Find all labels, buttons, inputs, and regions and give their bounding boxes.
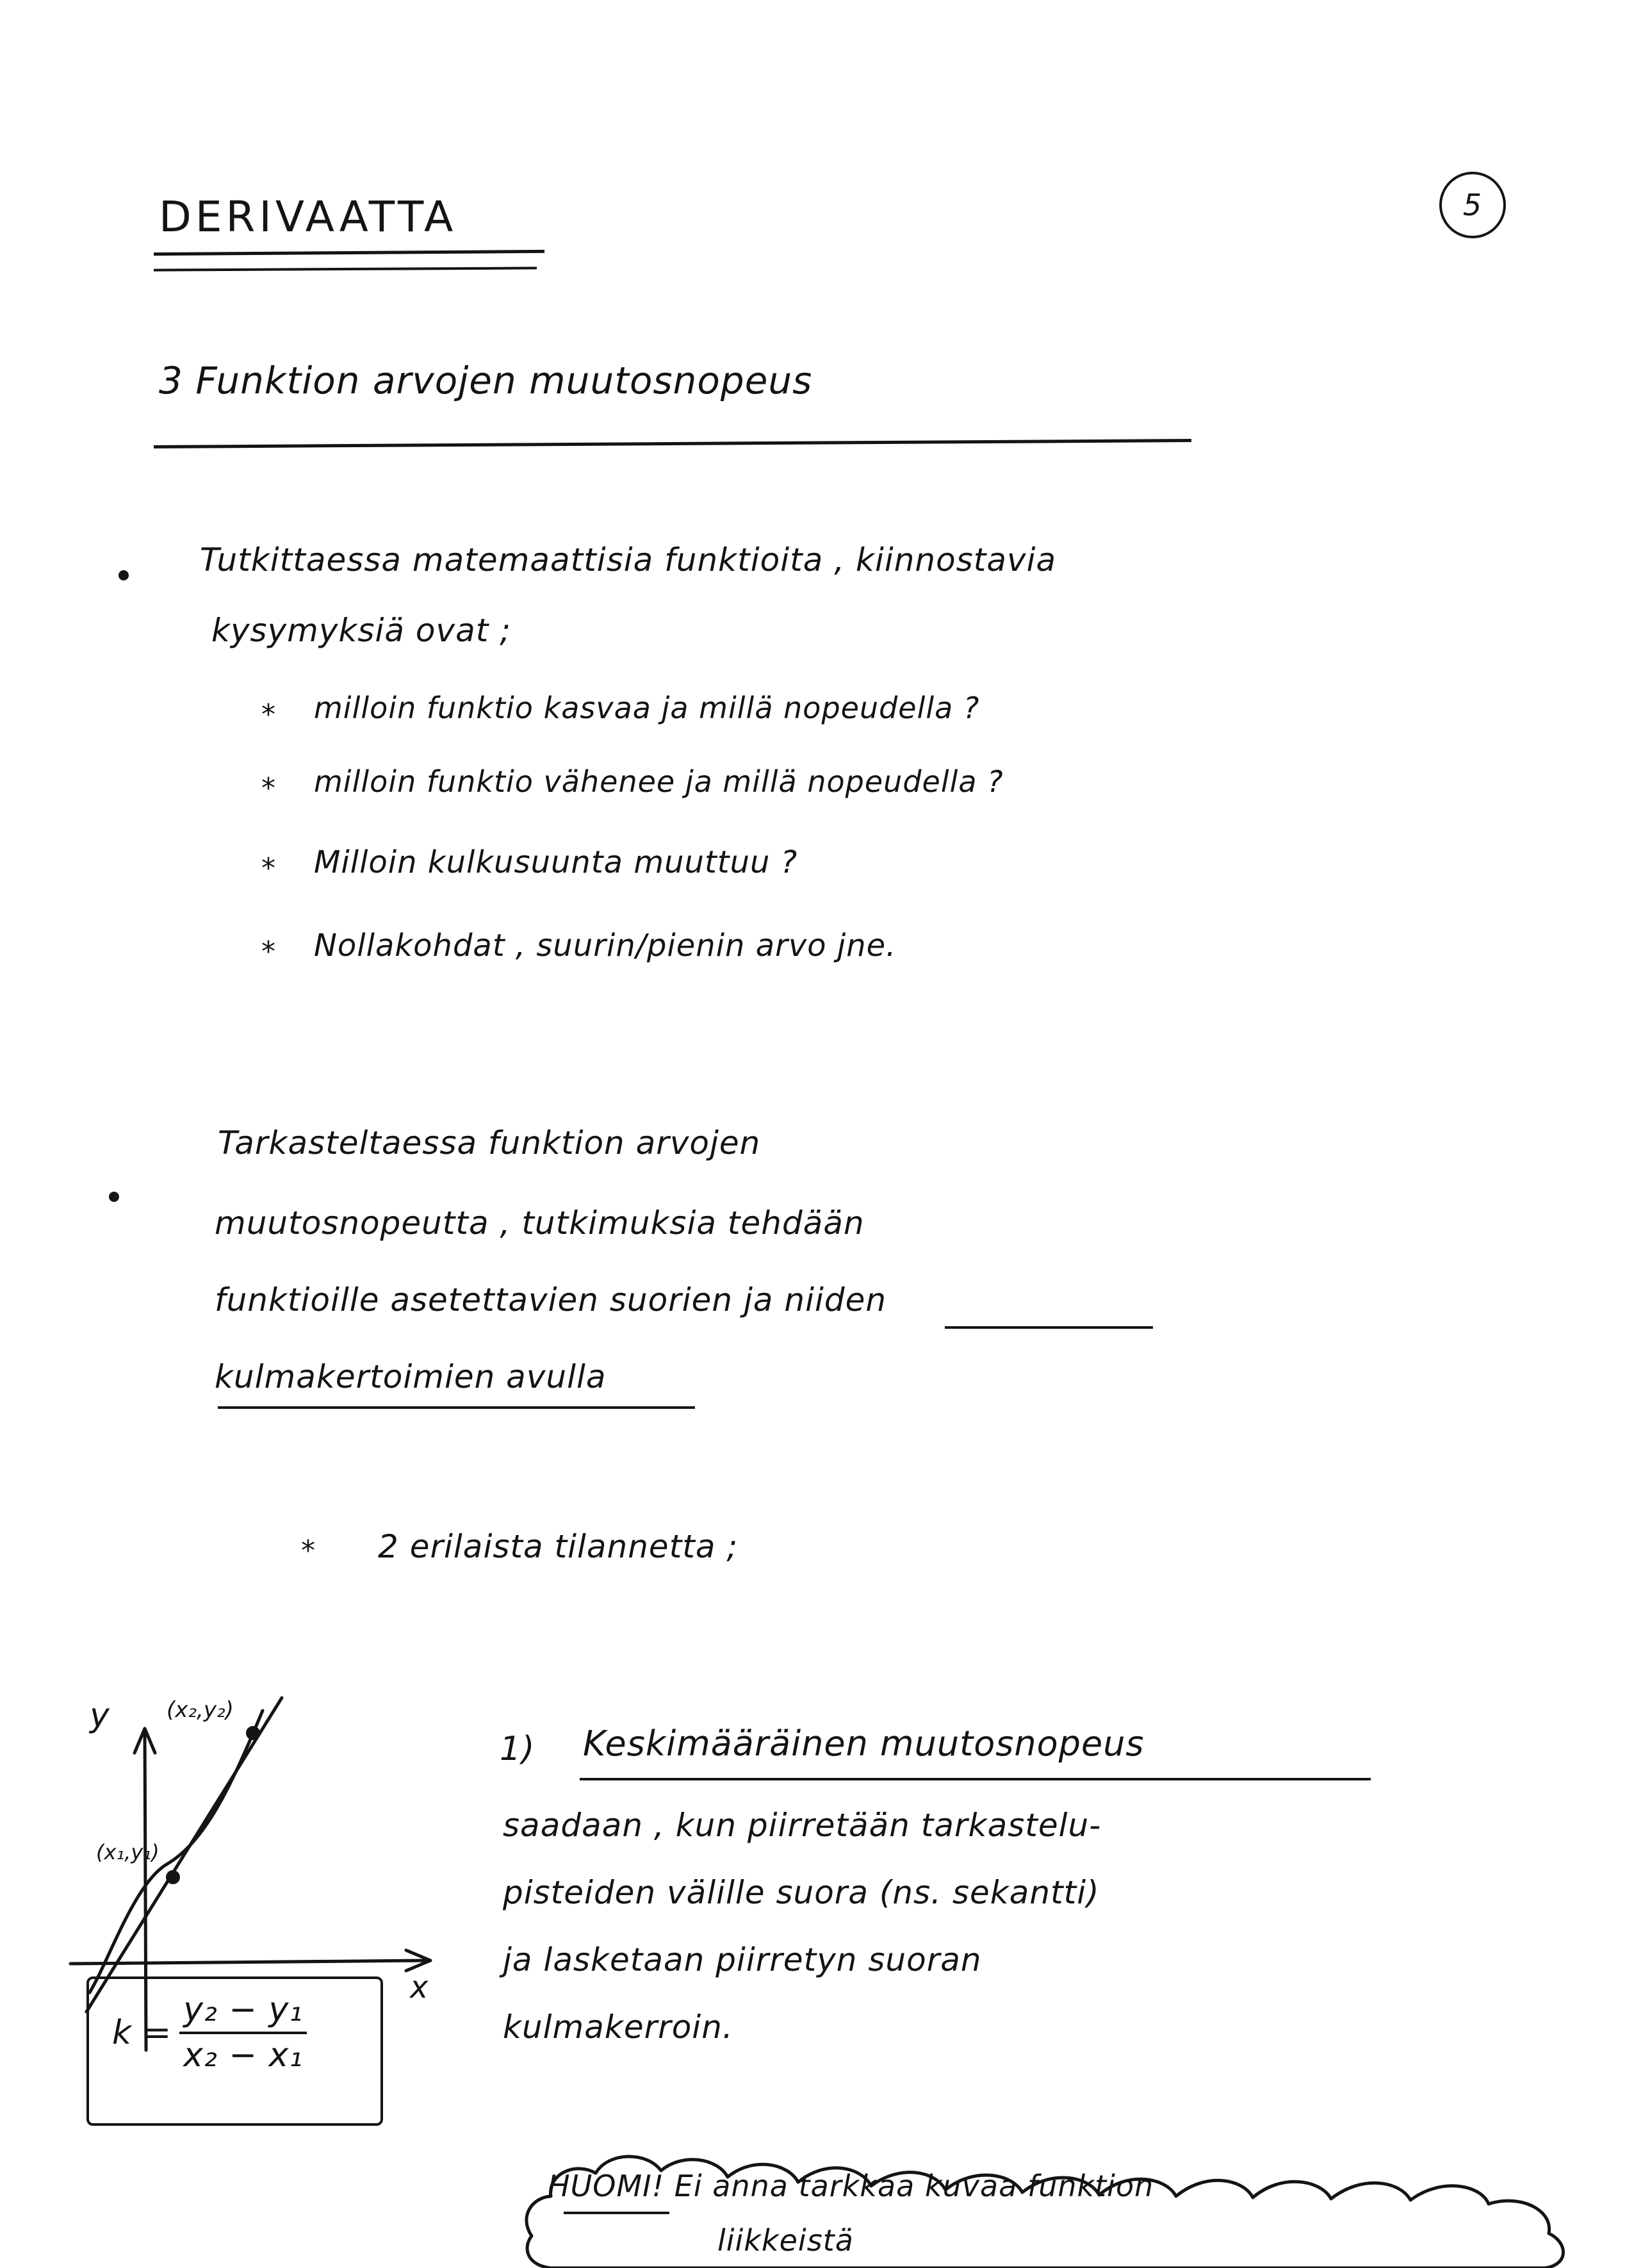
case-1-heading: Keskimääräinen muutosnopeus xyxy=(583,1723,1145,1764)
star-bullet-icon-5: * xyxy=(301,1534,316,1567)
bullet-2-line-3: funktioille asetettavien suorien ja niiden xyxy=(215,1281,887,1319)
formula-numerator: y₂ − y₁ xyxy=(183,1991,304,2029)
section-heading-underline xyxy=(154,439,1191,448)
underline-kulmakertoimien xyxy=(218,1406,695,1409)
formula-lhs: k = xyxy=(112,2013,172,2052)
case-1-line-1: saadaan , kun piirretään tarkastelu- xyxy=(503,1807,1102,1844)
note-cloud xyxy=(512,2140,1601,2268)
note-body-2: liikkeistä xyxy=(717,2223,854,2258)
star-bullet-icon-1: * xyxy=(261,698,276,731)
bullet-marker-1 xyxy=(118,570,129,580)
underline-case-1-heading xyxy=(580,1778,1371,1780)
note-text xyxy=(548,2169,1154,2203)
graph-x-label: x xyxy=(410,1969,429,2005)
bullet-marker-2 xyxy=(109,1192,119,1202)
star-bullet-icon-2: * xyxy=(261,772,276,805)
title-underline-lower xyxy=(154,267,537,271)
underline-suorien xyxy=(945,1326,1153,1329)
star-bullet-icon-4: * xyxy=(261,935,276,968)
bullet-2-line-2: muutosnopeutta , tutkimuksia tehdään xyxy=(215,1204,865,1242)
bullet-2-line-4: kulmakertoimien avulla xyxy=(215,1358,607,1395)
graph-point-upper-label: (x₂,y₂) xyxy=(167,1697,234,1723)
note-label-underline xyxy=(564,2212,669,2214)
bullet-1-line-1: Tutkittaessa matemaattisia funktioita , kiinnostavia xyxy=(200,541,1057,579)
bullet-1-line-2: kysymyksiä ovat ; xyxy=(211,612,512,649)
case-1-line-4: kulmakerroin. xyxy=(503,2009,733,2046)
page-title: DERIVAATTA xyxy=(159,192,457,242)
bullet-1-sub-4: Nollakohdat , suurin/pienin arvo jne. xyxy=(314,928,897,964)
page-number-badge: 5 xyxy=(1439,172,1506,238)
star-bullet-icon-3: * xyxy=(261,852,276,885)
title-underline-upper xyxy=(154,250,544,256)
bullet-1-sub-3: Milloin kulkusuunta muuttuu ? xyxy=(314,844,798,880)
case-1-line-3: ja lasketaan piirretyn suoran xyxy=(503,1941,982,1978)
fraction-bar xyxy=(179,2032,307,2034)
case-1-line-2: pisteiden välille suora (ns. sekantti) xyxy=(503,1874,1100,1911)
bullet-1-sub-2: milloin funktio vähenee ja millä nopeudella ? xyxy=(314,764,1004,799)
bullet-2-sub-1: 2 erilaista tilannetta ; xyxy=(378,1528,739,1565)
note-body-1: Ei anna tarkkaa kuvaa funktion xyxy=(674,2169,1154,2203)
case-1-number: 1) xyxy=(500,1730,535,1768)
slope-formula xyxy=(112,1993,307,2073)
bullet-2-line-1: Tarkasteltaessa funktion arvojen xyxy=(218,1124,761,1162)
note-label: HUOMI! xyxy=(548,2169,674,2203)
bullet-1-sub-1: milloin funktio kasvaa ja millä nopeudella ? xyxy=(314,691,980,725)
section-heading: 3 Funktion arvojen muutosnopeus xyxy=(159,359,813,402)
graph-y-label: y xyxy=(90,1697,110,1735)
formula-fraction xyxy=(179,1993,307,2073)
graph-point-lower-label: (x₁,y₁) xyxy=(96,1840,159,1864)
formula-denominator: x₂ − x₁ xyxy=(183,2035,304,2075)
